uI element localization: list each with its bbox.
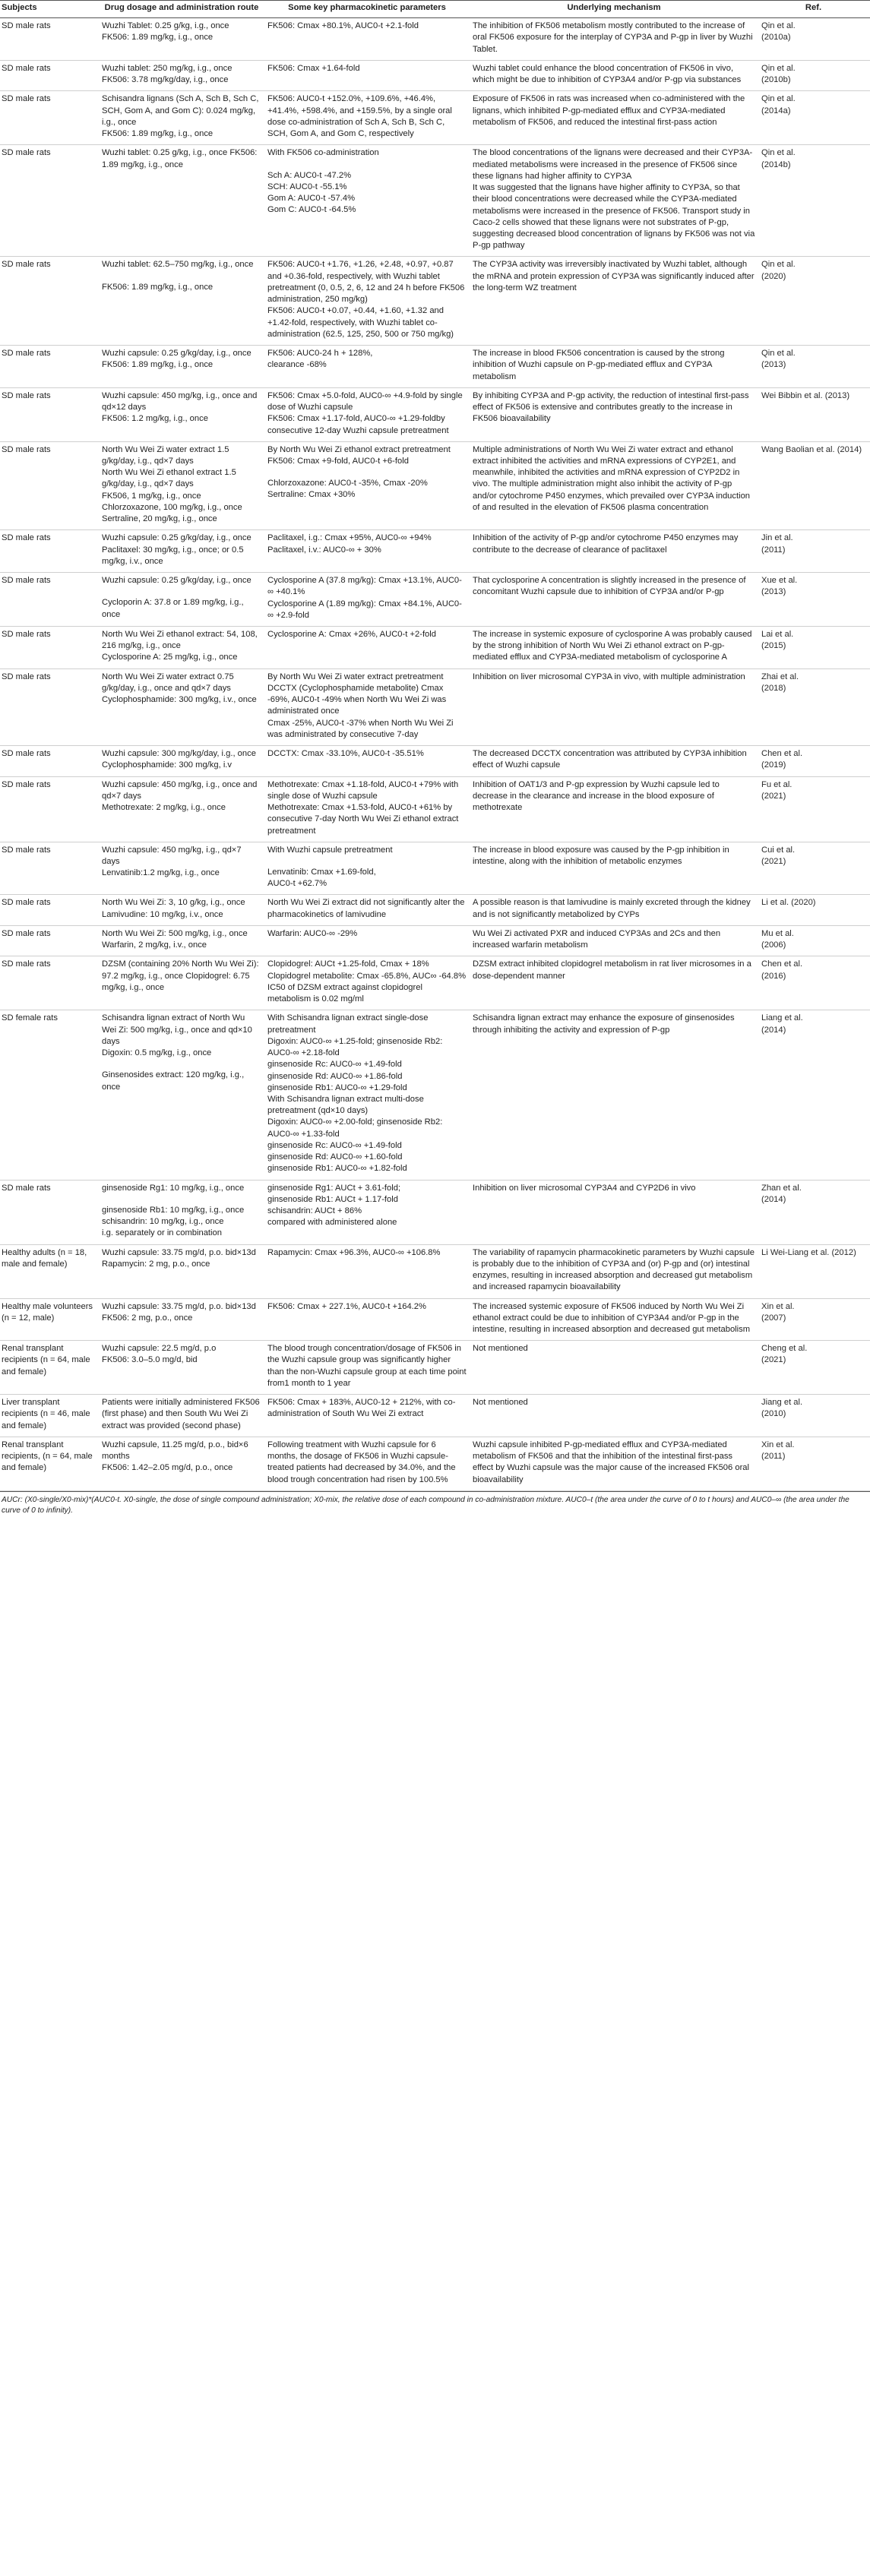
table-row	[0, 91, 870, 145]
mechanism-text: The variability of rapamycin pharmacokinetic parameters by Wuzhi capsule is probably due to the inhibition of CYP3A and (or) P-gp and (or) intestinal enzymes, resulting in increased absorption and decreased gut metabolism and increased rapamycin bioavailability	[473, 1247, 755, 1292]
reference-link[interactable]: Zhan et al. (2014)	[761, 1183, 802, 1204]
subjects-text: Liver transplant recipients (n = 46, male and female)	[2, 1398, 90, 1430]
subjects-text: SD male rats	[2, 959, 51, 969]
pk-text: By North Wu Wei Zi water extract pretreatment DCCTX (Cyclophosphamide metabolite) Cmax -69%, AUC0-t -49% when North Wu Wei Zi was administrated once Cmax -25%, AUC0-t -37% when North Wu Wei Zi was administrated by consecutive 7-day	[267, 672, 454, 739]
mechanism-text: Not mentioned	[473, 1398, 528, 1408]
reference-cell	[760, 1341, 870, 1395]
mechanism-cell	[471, 668, 760, 745]
table-row	[0, 1010, 870, 1180]
mechanism-text: By inhibiting CYP3A and P-gp activity, the reduction of intestinal first-pass effect of FK506 is extensive and contributes greatly to the increase in FK506 bioavailability	[473, 390, 749, 424]
pk-text: ginsenoside Rg1: AUCt + 3.61-fold; ginsenoside Rb1: AUCt + 1.17-fold schisandrin: AUCt + 86% compared with administered alone	[267, 1183, 401, 1228]
subjects-text: SD female rats	[2, 1013, 58, 1023]
table-row	[0, 1437, 870, 1490]
subjects-cell	[0, 1298, 100, 1341]
reference-cell	[760, 925, 870, 956]
pk-parameters-cell	[266, 346, 471, 388]
subjects-cell	[0, 387, 100, 441]
subjects-cell	[0, 441, 100, 530]
subjects-text: Renal transplant recipients, (n = 64, male and female)	[2, 1440, 93, 1473]
reference-cell	[760, 387, 870, 441]
table-row	[0, 18, 870, 61]
dosage-cell	[100, 1395, 266, 1437]
subjects-cell	[0, 1395, 100, 1437]
reference-cell	[760, 668, 870, 745]
dosage-cell	[100, 627, 266, 669]
table-row	[0, 925, 870, 956]
table-row	[0, 842, 870, 895]
dosage-cell	[100, 257, 266, 346]
table-row	[0, 1244, 870, 1298]
reference-link[interactable]: Wei Bibbin et al. (2013)	[761, 390, 850, 400]
dosage-cell	[100, 145, 266, 257]
subjects-cell	[0, 257, 100, 346]
reference-cell	[760, 573, 870, 627]
subjects-cell	[0, 627, 100, 669]
header-pk-parameters: Some key pharmacokinetic parameters	[266, 1, 471, 18]
reference-link[interactable]: Chen et al. (2019)	[761, 749, 803, 770]
pk-text: Following treatment with Wuzhi capsule for 6 months, the dosage of FK506 in Wuzhi capsule-treated patients had decreased by 34.0%, and the blood trough concentration had risen by 100.5%	[267, 1440, 456, 1484]
pk-parameters-cell	[266, 1341, 471, 1395]
mechanism-cell	[471, 91, 760, 145]
dosage-cell	[100, 530, 266, 573]
subjects-cell	[0, 1010, 100, 1180]
pk-text: DCCTX: Cmax -33.10%, AUC0-t -35.51%	[267, 749, 424, 759]
reference-link[interactable]: Li Wei-Liang et al. (2012)	[761, 1247, 856, 1257]
reference-cell	[760, 1395, 870, 1437]
table-row	[0, 776, 870, 842]
mechanism-cell	[471, 257, 760, 346]
subjects-cell	[0, 776, 100, 842]
header-ref: Ref.	[760, 1, 870, 18]
mechanism-text: Inhibition of OAT1/3 and P-gp expression by Wuzhi capsule led to decrease in the clearance and increase in the blood exposure of methotrexate	[473, 779, 720, 813]
pk-parameters-cell	[266, 1298, 471, 1341]
table-row	[0, 1180, 870, 1244]
dosage-cell	[100, 18, 266, 61]
pk-text: Rapamycin: Cmax +96.3%, AUC0-∞ +106.8%	[267, 1247, 441, 1257]
dosage-text: Wuzhi capsule: 33.75 mg/d, p.o. bid×13d Rapamycin: 2 mg, p.o., once	[102, 1247, 256, 1269]
subjects-cell	[0, 1341, 100, 1395]
pk-parameters-cell	[266, 842, 471, 895]
reference-link[interactable]: Li et al. (2020)	[761, 898, 816, 908]
dosage-text: Patients were initially administered FK506 (first phase) and then South Wu Wei Zi extract was provided (second phase)	[102, 1398, 260, 1430]
table-row	[0, 257, 870, 346]
mechanism-cell	[471, 1437, 760, 1490]
dosage-text: North Wu Wei Zi water extract 1.5 g/kg/day, i.g., qd×7 days North Wu Wei Zi ethanol extract 1.5 g/kg/day, i.g., qd×7 days FK506, 1 mg/kg, i.g., once Chlorzoxazone, 100 mg/kg, i.g., once Sertraline, 20 mg/kg, i.g., once	[102, 444, 242, 524]
dosage-cell	[100, 776, 266, 842]
pk-parameters-cell	[266, 18, 471, 61]
table-body	[0, 18, 870, 1491]
table-row	[0, 1395, 870, 1437]
dosage-text: Wuzhi capsule: 450 mg/kg, i.g., qd×7 days Lenvatinib:1.2 mg/kg, i.g., once	[102, 845, 242, 878]
pk-parameters-cell	[266, 925, 471, 956]
pk-parameters-cell	[266, 1180, 471, 1244]
subjects-cell	[0, 1244, 100, 1298]
table-row	[0, 956, 870, 1010]
table-row	[0, 668, 870, 745]
mechanism-text: Schisandra lignan extract may enhance the exposure of ginsenosides through inhibiting the activity and expression of P-gp	[473, 1013, 735, 1035]
pk-text: With Schisandra lignan extract single-dose pretreatment Digoxin: AUC0-∞ +1.25-fold; ginsenoside Rb2: AUC0-∞ +2.18-fold ginsenoside Rc: AUC0-∞ +1.49-fold ginsenoside Rd: AUC0-∞ +1.86-fold ginsenoside Rb1: AUC0-∞ +1.29-fold With Schisandra lignan extract multi-dose pretreatment (qd×10 days) Digoxin: AUC0-∞ +2.00-fold; ginsenoside Rb2: AUC0-∞ +1.33-fold ginsenoside Rc: AUC0-∞ +1.49-fold ginsenoside Rd: AUC0-∞ +1.60-fold ginsenoside Rb1: AUC0-∞ +1.82-fold	[267, 1013, 443, 1174]
reference-cell	[760, 257, 870, 346]
mechanism-cell	[471, 1244, 760, 1298]
subjects-text: SD male rats	[2, 260, 51, 270]
reference-cell	[760, 895, 870, 925]
subjects-text: SD male rats	[2, 576, 51, 586]
reference-link[interactable]: Fu et al. (2021)	[761, 779, 792, 801]
pk-parameters-cell	[266, 1437, 471, 1490]
pk-text: With Wuzhi capsule pretreatment	[267, 845, 393, 855]
pk-parameters-cell	[266, 441, 471, 530]
mechanism-text: Multiple administrations of North Wu Wei Zi water extract and ethanol extract inhibited the activities and mRNA expressions of CYP2E1, and meanwhile, inhibited the activities and mRNA expression of CYP2D2 in vivo. The multiple administration might also inhibit the activity of P-gp and/or cytochrome P450 enzymes, which prevailed over CYP3A induction of and resulted in the elevation of FK506 plasma concentration	[473, 444, 751, 512]
mechanism-text: The decreased DCCTX concentration was attributed by CYP3A inhibition effect of Wuzhi capsule	[473, 749, 747, 770]
reference-cell	[760, 1180, 870, 1244]
mechanism-text: Inhibition on liver microsomal CYP3A4 and CYP2D6 in vivo	[473, 1183, 696, 1193]
table-row	[0, 746, 870, 776]
dosage-text: Schisandra lignan extract of North Wu Wei Zi: 500 mg/kg, i.g., once and qd×10 days Digoxin: 0.5 mg/kg, i.g., once	[102, 1013, 252, 1058]
reference-cell	[760, 1298, 870, 1341]
reference-cell	[760, 530, 870, 573]
subjects-text: Renal transplant recipients (n = 64, male and female)	[2, 1344, 90, 1377]
pk-text: Clopidogrel: AUCt +1.25-fold, Cmax + 18% Clopidogrel metabolite: Cmax -65.8%, AUC∞ -64.8% IC50 of DZSM extract against clopidogrel metabolism is 0.02 mg/ml	[267, 959, 467, 1004]
reference-link[interactable]: Zhai et al. (2018)	[761, 672, 799, 693]
reference-link[interactable]: Lai et al. (2015)	[761, 630, 794, 651]
subjects-cell	[0, 956, 100, 1010]
mechanism-text: Wuzhi tablet could enhance the blood concentration of FK506 in vivo, which might be due to inhibition of CYP3A4 and/or P-gp via substances	[473, 63, 742, 85]
reference-cell	[760, 91, 870, 145]
reference-link[interactable]: Qin et al. (2014b)	[761, 148, 796, 169]
subjects-cell	[0, 530, 100, 573]
subjects-cell	[0, 91, 100, 145]
dosage-text: Wuzhi capsule: 0.25 g/kg/day, i.g., once	[102, 576, 252, 586]
pk-text: With FK506 co-administration	[267, 148, 379, 158]
mechanism-text: That cyclosporine A concentration is slightly increased in the presence of concomitant Wuzhi capsule due to inhibition of CYP3A and/or P-gp	[473, 576, 746, 597]
mechanism-text: The increase in blood exposure was caused by the P-gp inhibition in intestine, along with the inhibition of metabolic enzymes	[473, 845, 729, 866]
subjects-text: SD male rats	[2, 928, 51, 938]
mechanism-text: Inhibition of the activity of P-gp and/or cytochrome P450 enzymes may contribute to the decrease of clearance of paclitaxel	[473, 533, 739, 555]
pk-parameters-cell	[266, 387, 471, 441]
pk-parameters-cell	[266, 573, 471, 627]
mechanism-text: The CYP3A activity was irreversibly inactivated by Wuzhi tablet, although the mRNA and protein expression of CYP3A was significantly induced after the long-term WZ treatment	[473, 260, 755, 292]
subjects-text: Healthy male volunteers (n = 12, male)	[2, 1301, 93, 1323]
mechanism-text: DZSM extract inhibited clopidogrel metabolism in rat liver microsomes in a dose-dependent manner	[473, 959, 751, 981]
dosage-cell	[100, 842, 266, 895]
mechanism-text: The increased systemic exposure of FK506 induced by North Wu Wei Zi ethanol extract could be due to inhibition of CYP3A4 and/or P-gp in the intestine, resulting in increased absorption and decreased gut metabolism	[473, 1301, 751, 1334]
dosage-text: DZSM (containing 20% North Wu Wei Zi): 97.2 mg/kg, i.g., once Clopidogrel: 6.75 mg/kg, i.g., once	[102, 959, 259, 992]
pk-text: FK506: Cmax +80.1%, AUC0-t +2.1-fold	[267, 21, 419, 31]
table-row	[0, 441, 870, 530]
pk-parameters-cell	[266, 776, 471, 842]
pk-text: Cyclosporine A: Cmax +26%, AUC0-t +2-fold	[267, 630, 436, 640]
mechanism-cell	[471, 530, 760, 573]
reference-cell	[760, 627, 870, 669]
mechanism-cell	[471, 1010, 760, 1180]
subjects-cell	[0, 925, 100, 956]
subjects-text: SD male rats	[2, 444, 51, 454]
pk-parameters-cell	[266, 746, 471, 776]
pk-text: Sch A: AUC0-t -47.2% SCH: AUC0-t -55.1% Gom A: AUC0-t -57.4% Gom C: AUC0-t -64.5%	[267, 170, 356, 215]
pk-text: The blood trough concentration/dosage of FK506 in the Wuzhi capsule group was significantly higher than the non-Wuzhi capsule group at each time point from1 month to 1 year	[267, 1344, 467, 1388]
mechanism-cell	[471, 1180, 760, 1244]
dosage-cell	[100, 91, 266, 145]
mechanism-text: Not mentioned	[473, 1344, 528, 1354]
dosage-text: Wuzhi capsule: 22.5 mg/d, p.o FK506: 3.0–5.0 mg/d, bid	[102, 1344, 217, 1365]
mechanism-text: The increase in systemic exposure of cyclosporine A was probably caused by the strong inhibition of North Wu Wei Zi ethanol extract on P-gp-mediated efflux and CYP3A-mediated metabolism of cyclosporine A	[473, 630, 752, 662]
table-row	[0, 1341, 870, 1395]
table-footnote: AUCr: (X0-single/X0-mix)*(AUC0-t. X0-single, the dose of single compound administration; X0-mix, the relative dose of each compound in co-administration mixture. AUC0–t (the area under the curve of 0 to t hours) and AUC0–∞ (the area under the curve of 0 to infinity).	[0, 1491, 870, 1521]
reference-cell	[760, 60, 870, 90]
dosage-cell	[100, 441, 266, 530]
subjects-text: SD male rats	[2, 898, 51, 908]
mechanism-cell	[471, 842, 760, 895]
reference-cell	[760, 1010, 870, 1180]
subjects-text: SD male rats	[2, 672, 51, 681]
subjects-text: SD male rats	[2, 349, 51, 359]
reference-cell	[760, 746, 870, 776]
reference-link[interactable]: Qin et al. (2014a)	[761, 94, 796, 115]
mechanism-cell	[471, 346, 760, 388]
subjects-cell	[0, 842, 100, 895]
reference-cell	[760, 1437, 870, 1490]
dosage-text: Wuzhi Tablet: 0.25 g/kg, i.g., once FK506: 1.89 mg/kg, i.g., once	[102, 21, 229, 43]
reference-cell	[760, 18, 870, 61]
reference-link[interactable]: Qin et al. (2010b)	[761, 63, 796, 85]
table-row	[0, 346, 870, 388]
dosage-cell	[100, 746, 266, 776]
subjects-cell	[0, 895, 100, 925]
dosage-cell	[100, 60, 266, 90]
dosage-text: North Wu Wei Zi ethanol extract: 54, 108, 216 mg/kg, i.g., once Cyclosporine A: 25 mg/kg, i.g., once	[102, 630, 258, 662]
dosage-text: Ginsenosides extract: 120 mg/kg, i.g., once	[102, 1070, 245, 1092]
dosage-cell	[100, 1010, 266, 1180]
pk-text: North Wu Wei Zi extract did not significantly alter the pharmacokinetics of lamivudine	[267, 898, 465, 919]
mechanism-text: A possible reason is that lamivudine is mainly excreted through the kidney and is not significantly metabolized by CYPs	[473, 898, 751, 919]
mechanism-cell	[471, 776, 760, 842]
table-row	[0, 1298, 870, 1341]
mechanism-text: Wu Wei Zi activated PXR and induced CYP3As and 2Cs and then increased warfarin metabolism	[473, 928, 721, 950]
dosage-cell	[100, 925, 266, 956]
subjects-cell	[0, 1437, 100, 1490]
reference-link[interactable]: Chen et al. (2016)	[761, 959, 803, 981]
pk-parameters-cell	[266, 1010, 471, 1180]
pk-text: Warfarin: AUC0-∞ -29%	[267, 928, 358, 938]
dosage-text: ginsenoside Rb1: 10 mg/kg, i.g., once schisandrin: 10 mg/kg, i.g., once i.g. separately or in combination	[102, 1205, 245, 1238]
mechanism-text: The blood concentrations of the lignans were decreased and their CYP3A-mediated metabolisms were increased in the presence of FK506 since these lignans had higher affinity to CYP3A It was suggested that the lignans have higher affinity to CYP3A, so that their blood concentrations were decreased while the CYP3A-mediated metabolisms were increased in the presence of FK506. Transport study in Caco-2 cells showed that these lignans were not substrates of P-gp, suggesting decreased blood concentration of lignans by FK506 was not via P-gp pathway	[473, 148, 755, 251]
dosage-cell	[100, 1180, 266, 1244]
pk-parameters-cell	[266, 530, 471, 573]
pk-parameters-cell	[266, 60, 471, 90]
table-row	[0, 145, 870, 257]
pk-text: Methotrexate: Cmax +1.18-fold, AUC0-t +79% with single dose of Wuzhi capsule Methotrexate: Cmax +1.53-fold, AUC0-t +61% by consecutive 7-day North Wu Wei Zi ethanol extract pretreatment	[267, 779, 459, 836]
mechanism-cell	[471, 18, 760, 61]
reference-cell	[760, 776, 870, 842]
mechanism-cell	[471, 573, 760, 627]
header-subjects: Subjects	[0, 1, 100, 18]
subjects-text: SD male rats	[2, 94, 51, 104]
mechanism-cell	[471, 746, 760, 776]
pk-text: Paclitaxel, i.g.: Cmax +95%, AUC0-∞ +94% Paclitaxel, i.v.: AUC0-∞ + 30%	[267, 533, 432, 555]
subjects-text: SD male rats	[2, 148, 51, 158]
dosage-text: North Wu Wei Zi water extract 0.75 g/kg/day, i.g., once and qd×7 days Cyclophosphamide: 300 mg/kg, i.v., once	[102, 672, 257, 705]
pk-parameters-cell	[266, 895, 471, 925]
reference-link[interactable]: Wang Baolian et al. (2014)	[761, 444, 862, 454]
table-header-row	[0, 1, 870, 18]
table-row	[0, 895, 870, 925]
subjects-cell	[0, 668, 100, 745]
dosage-text: Wuzhi capsule: 450 mg/kg, i.g., once and qd×12 days FK506: 1.2 mg/kg, i.g., once	[102, 390, 258, 424]
header-dosage: Drug dosage and administration route	[100, 1, 266, 18]
subjects-text: SD male rats	[2, 845, 51, 855]
subjects-text: SD male rats	[2, 533, 51, 543]
reference-cell	[760, 441, 870, 530]
pk-parameters-cell	[266, 145, 471, 257]
subjects-text: SD male rats	[2, 21, 51, 31]
dosage-text: Wuzhi capsule: 450 mg/kg, i.g., once and qd×7 days Methotrexate: 2 mg/kg, i.g., once	[102, 779, 258, 813]
dosage-text: Schisandra lignans (Sch A, Sch B, Sch C, SCH, Gom A, and Gom C): 0.024 mg/kg, i.g., once FK506: 1.89 mg/kg, i.g., once	[102, 94, 259, 139]
mechanism-text: The inhibition of FK506 metabolism mostly contributed to the increase of oral FK506 exposure for the interplay of CYP3A and P-gp in liver by Wuzhi Tablet.	[473, 21, 753, 54]
mechanism-text: The increase in blood FK506 concentration is caused by the strong inhibition of Wuzhi capsule on P-gp-mediated efflux and CYP3A metabolism	[473, 349, 725, 381]
subjects-text: SD male rats	[2, 630, 51, 640]
pk-text: FK506: Cmax + 183%, AUC0-12 + 212%, with co-administration of South Wu Wei Zi extract	[267, 1398, 456, 1419]
mechanism-cell	[471, 145, 760, 257]
dosage-cell	[100, 346, 266, 388]
mechanism-text: Inhibition on liver microsomal CYP3A in vivo, with multiple administration	[473, 672, 745, 681]
pk-text: FK506: AUC0-t +1.76, +1.26, +2.48, +0.97, +0.87 and +0.36-fold, respectively, with Wuzhi tablet pretreatment (0, 0.5, 2, 6, 12 and 24 h before FK506 administration, 250 mg/kg) FK506: AUC0-t +0.07, +0.44, +1.60, +1.32 and +1.42-fold, respectively, with Wuzhi tablet co-administration (62.5, 125, 250, 500 or 750 mg/kg)	[267, 260, 465, 339]
dosage-cell	[100, 668, 266, 745]
header-mechanism: Underlying mechanism	[471, 1, 760, 18]
reference-link[interactable]: Qin et al. (2010a)	[761, 21, 796, 43]
mechanism-cell	[471, 60, 760, 90]
dosage-text: Wuzhi capsule: 0.25 g/kg/day, i.g., once Paclitaxel: 30 mg/kg, i.g., once; or 0.5 mg/kg, i.v., once	[102, 533, 252, 566]
mechanism-cell	[471, 895, 760, 925]
reference-link[interactable]: Qin et al. (2013)	[761, 349, 796, 370]
reference-link[interactable]: Xin et al. (2011)	[761, 1440, 795, 1462]
reference-link[interactable]: Jiang et al. (2010)	[761, 1398, 803, 1419]
reference-cell	[760, 145, 870, 257]
table-row	[0, 627, 870, 669]
subjects-cell	[0, 60, 100, 90]
subjects-cell	[0, 1180, 100, 1244]
mechanism-text: Exposure of FK506 in rats was increased when co-administered with the lignans, which inhibited P-gp-mediated efflux and CYP3A-mediated metabolism of FK506, and reduced the intestinal first-pass action	[473, 94, 745, 127]
mechanism-text: Wuzhi capsule inhibited P-gp-mediated efflux and CYP3A-mediated metabolism of FK506 and that the inhibition of the intestinal first-pass effect by Wuzhi capsule was the major cause of the increased FK506 oral bioavailability	[473, 1440, 749, 1484]
subjects-text: SD male rats	[2, 749, 51, 759]
pk-parameters-cell	[266, 257, 471, 346]
mechanism-cell	[471, 441, 760, 530]
mechanism-cell	[471, 387, 760, 441]
dosage-cell	[100, 1244, 266, 1298]
subjects-cell	[0, 18, 100, 61]
dosage-cell	[100, 573, 266, 627]
pk-text: By North Wu Wei Zi ethanol extract pretreatment FK506: Cmax +9-fold, AUC0-t +6-fold	[267, 444, 451, 466]
subjects-cell	[0, 746, 100, 776]
reference-cell	[760, 956, 870, 1010]
reference-link[interactable]: Xin et al. (2007)	[761, 1301, 795, 1323]
mechanism-cell	[471, 956, 760, 1010]
reference-link[interactable]: Xue et al. (2013)	[761, 576, 798, 597]
pk-text: FK506: Cmax +5.0-fold, AUC0-∞ +4.9-fold by single dose of Wuzhi capsule FK506: Cmax +1.17-fold, AUC0-∞ +1.29-foldby consecutive 12-day Wuzhi capsule pretreatment	[267, 390, 463, 435]
reference-cell	[760, 842, 870, 895]
table-row	[0, 573, 870, 627]
reference-link[interactable]: Cheng et al. (2021)	[761, 1344, 808, 1365]
reference-link[interactable]: Liang et al. (2014)	[761, 1013, 803, 1035]
dosage-cell	[100, 1341, 266, 1395]
dosage-text: FK506: 1.89 mg/kg, i.g., once	[102, 282, 214, 292]
subjects-text: SD male rats	[2, 779, 51, 789]
dosage-text: Wuzhi capsule: 0.25 g/kg/day, i.g., once FK506: 1.89 mg/kg, i.g., once	[102, 349, 252, 370]
dosage-cell	[100, 1437, 266, 1490]
mechanism-cell	[471, 925, 760, 956]
dosage-text: Cycloporin A: 37.8 or 1.89 mg/kg, i.g., once	[102, 598, 244, 619]
pk-text: Cyclosporine A (37.8 mg/kg): Cmax +13.1%, AUC0-∞ +40.1% Cyclosporine A (1.89 mg/kg): Cmax +84.1%, AUC0-∞ +2.9-fold	[267, 576, 462, 620]
pk-parameters-cell	[266, 1395, 471, 1437]
reference-link[interactable]: Cui et al. (2021)	[761, 845, 796, 866]
pk-parameters-cell	[266, 668, 471, 745]
dosage-cell	[100, 895, 266, 925]
dosage-text: North Wu Wei Zi: 500 mg/kg, i.g., once Warfarin, 2 mg/kg, i.v., once	[102, 928, 248, 950]
subjects-cell	[0, 145, 100, 257]
mechanism-cell	[471, 627, 760, 669]
mechanism-cell	[471, 1395, 760, 1437]
reference-cell	[760, 1244, 870, 1298]
subjects-cell	[0, 573, 100, 627]
reference-cell	[760, 346, 870, 388]
pk-parameters-cell	[266, 956, 471, 1010]
pk-text: Chlorzoxazone: AUC0-t -35%, Cmax -20% Sertraline: Cmax +30%	[267, 479, 428, 500]
pk-text: Lenvatinib: Cmax +1.69-fold, AUC0-t +62.7%	[267, 868, 376, 889]
dosage-text: Wuzhi tablet: 62.5–750 mg/kg, i.g., once	[102, 260, 254, 270]
dosage-cell	[100, 956, 266, 1010]
dosage-text: Wuzhi capsule: 33.75 mg/d, p.o. bid×13d FK506: 2 mg, p.o., once	[102, 1301, 256, 1323]
subjects-text: SD male rats	[2, 63, 51, 73]
mechanism-cell	[471, 1298, 760, 1341]
table-row	[0, 387, 870, 441]
reference-link[interactable]: Qin et al. (2020)	[761, 260, 796, 281]
table-row	[0, 530, 870, 573]
dosage-cell	[100, 1298, 266, 1341]
dosage-cell	[100, 387, 266, 441]
dosage-text: Wuzhi capsule: 300 mg/kg/day, i.g., once Cyclophosphamide: 300 mg/kg, i.v	[102, 749, 256, 770]
dosage-text: ginsenoside Rg1: 10 mg/kg, i.g., once	[102, 1183, 245, 1193]
pk-text: FK506: AUC0-t +152.0%, +109.6%, +46.4%, +41.4%, +598.4%, and +159.5%, by a single oral dose co-administration of Sch A, Sch B, Sch C, SCH, Gom A, and Gom C, respectively	[267, 94, 452, 139]
pk-parameters-cell	[266, 91, 471, 145]
pk-text: FK506: Cmax + 227.1%, AUC0-t +164.2%	[267, 1301, 426, 1311]
subjects-text: SD male rats	[2, 390, 51, 400]
subjects-text: Healthy adults (n = 18, male and female)	[2, 1247, 87, 1269]
pk-text: FK506: Cmax +1.64-fold	[267, 63, 360, 73]
subjects-text: SD male rats	[2, 1183, 51, 1193]
pk-text: FK506: AUC0-24 h + 128%, clearance -68%	[267, 349, 373, 370]
dosage-text: Wuzhi capsule, 11.25 mg/d, p.o., bid×6 months FK506: 1.42–2.05 mg/d, p.o., once	[102, 1440, 248, 1473]
pk-parameters-cell	[266, 627, 471, 669]
reference-link[interactable]: Mu et al. (2006)	[761, 928, 794, 950]
subjects-cell	[0, 346, 100, 388]
pk-parameters-cell	[266, 1244, 471, 1298]
dosage-text: Wuzhi tablet: 0.25 g/kg, i.g., once FK506: 1.89 mg/kg, i.g., once	[102, 148, 258, 169]
dosage-text: Wuzhi tablet: 250 mg/kg, i.g., once FK506: 3.78 mg/kg/day, i.g., once	[102, 63, 233, 85]
table-row	[0, 60, 870, 90]
mechanism-cell	[471, 1341, 760, 1395]
reference-link[interactable]: Jin et al. (2011)	[761, 533, 793, 555]
dosage-text: North Wu Wei Zi: 3, 10 g/kg, i.g., once Lamivudine: 10 mg/kg, i.v., once	[102, 898, 245, 919]
